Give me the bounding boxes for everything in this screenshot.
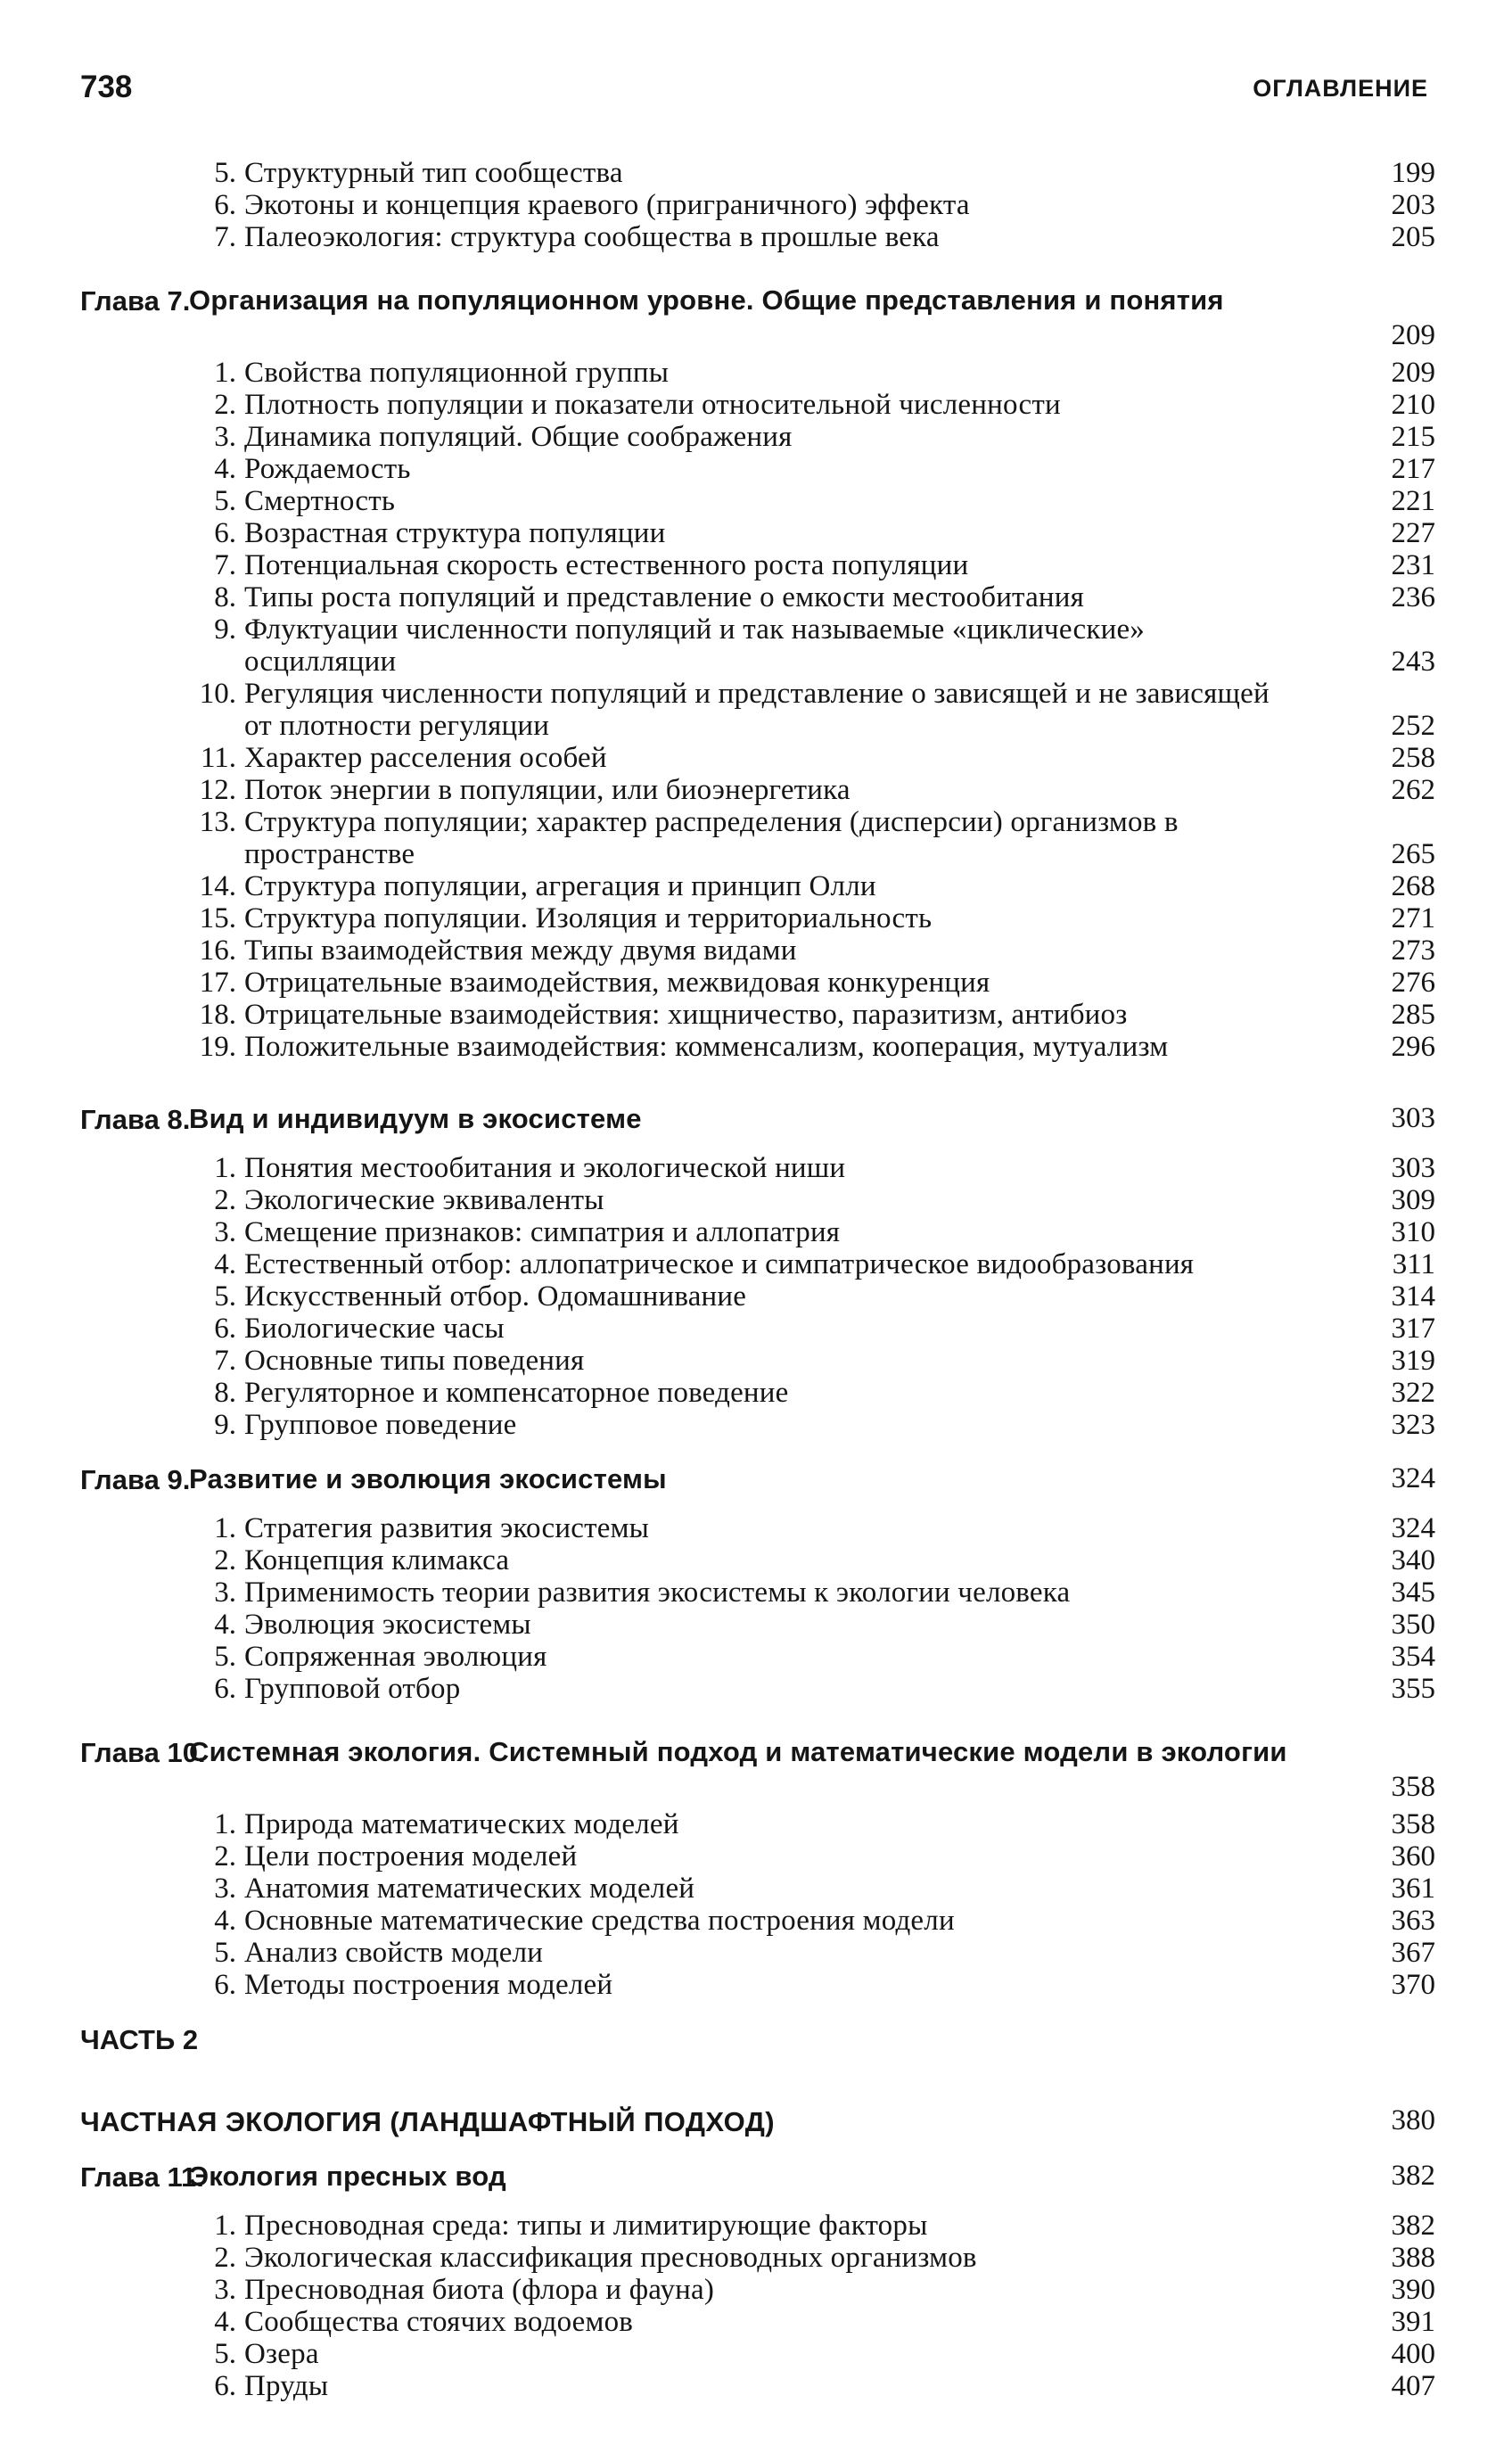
- running-head: ОГЛАВЛЕНИЕ: [1253, 75, 1428, 102]
- page-reference: 273: [1391, 934, 1435, 967]
- entry-number: 4.: [214, 2306, 236, 2338]
- entry-title: Биологические часы: [244, 1313, 505, 1345]
- toc-entry: [80, 2306, 1435, 2338]
- chapter-label: Глава 9.: [80, 1464, 191, 1495]
- page-reference: 215: [1391, 421, 1435, 453]
- entry-number: 19.: [199, 1031, 236, 1063]
- page-reference: 322: [1391, 1377, 1435, 1409]
- chapter-title: Организация на популяционном уровне. Общие представления и понятия: [189, 284, 1224, 316]
- entry-title: Флуктуации численности популяций и так называемые «циклические» осцилляции: [244, 613, 1146, 678]
- toc-entry: [80, 1313, 1435, 1345]
- page-reference: 319: [1391, 1345, 1435, 1377]
- entry-title: Понятия местообитания и экологической ниши: [244, 1152, 846, 1184]
- toc-entry: [80, 1840, 1435, 1873]
- toc-entry: [80, 157, 1435, 189]
- entry-number: 7.: [214, 221, 236, 253]
- entry-title: Смещение признаков: симпатрия и аллопатрия: [244, 1216, 841, 1248]
- entry-number: 1.: [214, 1808, 236, 1840]
- toc-entry: [80, 1673, 1435, 1705]
- entry-number: 1.: [214, 1512, 236, 1544]
- toc-entry: [80, 2370, 1435, 2402]
- toc-entry: [80, 1969, 1435, 2001]
- toc-entry: [80, 1641, 1435, 1673]
- toc-entry: [80, 967, 1435, 999]
- toc-entry: [80, 1031, 1435, 1063]
- page-reference: 209: [1391, 357, 1435, 389]
- entry-title: Групповой отбор: [244, 1673, 461, 1705]
- page-reference: 317: [1391, 1313, 1435, 1345]
- page-reference: 380: [1391, 2104, 1435, 2136]
- page-reference: 358: [1391, 1771, 1435, 1803]
- toc-entry: [80, 999, 1435, 1031]
- toc-entry: [80, 742, 1435, 774]
- page-reference: 363: [1391, 1905, 1435, 1937]
- chapter-title: Вид и индивидуум в экосистеме: [189, 1103, 642, 1134]
- entry-number: 6.: [214, 1313, 236, 1345]
- entry-title: Методы построения моделей: [244, 1969, 613, 2001]
- page-reference: 303: [1391, 1102, 1435, 1134]
- page-reference: 407: [1391, 2370, 1435, 2402]
- page-reference: 205: [1391, 221, 1435, 253]
- chapter-label: Глава 8.: [80, 1104, 191, 1135]
- part-title: ЧАСТНАЯ ЭКОЛОГИЯ (ЛАНДШАФТНЫЙ ПОДХОД): [80, 2106, 775, 2137]
- toc-entry: [80, 549, 1435, 581]
- toc-entry: [80, 389, 1435, 421]
- entry-title: Эволюция экосистемы: [244, 1609, 531, 1641]
- page-reference: 276: [1391, 967, 1435, 999]
- part-label: ЧАСТЬ 2: [80, 2024, 199, 2055]
- entry-number: 3.: [214, 1216, 236, 1248]
- entry-number: 4.: [214, 1248, 236, 1280]
- toc-entry: [80, 517, 1435, 549]
- page-reference: 391: [1391, 2306, 1435, 2338]
- entry-number: 1.: [214, 357, 236, 389]
- entry-title: Экотоны и концепция краевого (приграничного) эффекта: [244, 189, 970, 221]
- entry-title: Отрицательные взаимодействия: хищничество, паразитизм, антибиоз: [244, 999, 1128, 1031]
- page-reference: 265: [1391, 838, 1435, 870]
- toc-entry: [80, 1248, 1435, 1280]
- entry-number: 9.: [214, 613, 236, 646]
- chapter-heading: [80, 1735, 1435, 1808]
- toc-entry: [80, 1409, 1435, 1441]
- table-of-contents: [80, 157, 1435, 2402]
- chapter-title: Экология пресных вод: [189, 2161, 506, 2192]
- chapter-heading: [80, 284, 1435, 357]
- toc-entry: [80, 1184, 1435, 1216]
- entry-title: Основные математические средства построения модели: [244, 1905, 955, 1937]
- toc-entry: [80, 1152, 1435, 1184]
- entry-number: 5.: [214, 1937, 236, 1969]
- page-reference: 209: [1391, 319, 1435, 351]
- chapter-title: Системная экология. Системный подход и математические модели в экологии: [189, 1736, 1287, 1767]
- toc-entry: [80, 421, 1435, 453]
- page-reference: 314: [1391, 1280, 1435, 1313]
- entry-title: Сопряженная эволюция: [244, 1641, 547, 1673]
- entry-number: 3.: [214, 1873, 236, 1905]
- toc-entry: [80, 1280, 1435, 1313]
- entry-title: Искусственный отбор. Одомашнивание: [244, 1280, 747, 1313]
- page-reference: 358: [1391, 1808, 1435, 1840]
- page-reference: 268: [1391, 870, 1435, 902]
- entry-number: 5.: [214, 1280, 236, 1313]
- page-reference: 221: [1391, 485, 1435, 517]
- page-reference: 210: [1391, 389, 1435, 421]
- chapter-label: Глава 7.: [80, 285, 191, 317]
- toc-entry: [80, 2274, 1435, 2306]
- entry-title: Цели построения моделей: [244, 1840, 578, 1873]
- entry-title: Типы взаимодействия между двумя видами: [244, 934, 797, 967]
- entry-title: Регуляция численности популяций и представление о зависящей и не зависящей от плотности регуляции: [244, 678, 1270, 742]
- entry-number: 6.: [214, 517, 236, 549]
- entry-title: Структура популяции. Изоляция и территориальность: [244, 902, 933, 934]
- page-reference: 309: [1391, 1184, 1435, 1216]
- page-reference: 243: [1391, 646, 1435, 678]
- toc-entry: [80, 189, 1435, 221]
- toc-entry: [80, 1808, 1435, 1840]
- toc-entry: [80, 1377, 1435, 1409]
- entry-title: Рождаемость: [244, 453, 411, 485]
- entry-number: 8.: [214, 1377, 236, 1409]
- page-reference: 310: [1391, 1216, 1435, 1248]
- toc-entry: [80, 581, 1435, 613]
- entry-number: 12.: [199, 774, 236, 806]
- entry-number: 6.: [214, 2370, 236, 2402]
- entry-number: 4.: [214, 1609, 236, 1641]
- entry-number: 16.: [199, 934, 236, 967]
- entry-title: Потенциальная скорость естественного роста популяции: [244, 549, 969, 581]
- toc-entry: [80, 357, 1435, 389]
- page-reference: 350: [1391, 1609, 1435, 1641]
- entry-title: Характер расселения особей: [244, 742, 607, 774]
- entry-number: 15.: [199, 902, 236, 934]
- chapter-label: Глава 10.: [80, 1737, 206, 1768]
- toc-entry: [80, 2242, 1435, 2274]
- entry-number: 4.: [214, 1905, 236, 1937]
- toc-entry: [80, 1937, 1435, 1969]
- entry-title: Возрастная структура популяции: [244, 517, 666, 549]
- chapter-heading: [80, 2160, 1435, 2199]
- entry-title: Пруды: [244, 2370, 329, 2402]
- entry-number: 3.: [214, 421, 236, 453]
- toc-entry: [80, 221, 1435, 253]
- entry-number: 11.: [200, 742, 236, 774]
- page-reference: 285: [1391, 999, 1435, 1031]
- page-reference: 340: [1391, 1544, 1435, 1576]
- toc-entry: [80, 1512, 1435, 1544]
- entry-title: Стратегия развития экосистемы: [244, 1512, 650, 1544]
- entry-number: 7.: [214, 1345, 236, 1377]
- entry-number: 4.: [214, 453, 236, 485]
- entry-number: 13.: [199, 806, 236, 838]
- page-reference: 252: [1391, 710, 1435, 742]
- entry-number: 1.: [214, 1152, 236, 1184]
- toc-entry: [80, 453, 1435, 485]
- toc-entry: [80, 774, 1435, 806]
- page-reference: 324: [1391, 1462, 1435, 1494]
- entry-title: Экологические эквиваленты: [244, 1184, 604, 1216]
- entry-title: Структурный тип сообщества: [244, 157, 623, 189]
- entry-number: 2.: [214, 1544, 236, 1576]
- page-reference: 227: [1391, 517, 1435, 549]
- entry-title: Анатомия математических моделей: [244, 1873, 695, 1905]
- entry-number: 10.: [199, 678, 236, 710]
- toc-entry: [80, 934, 1435, 967]
- page-reference: 382: [1391, 2160, 1435, 2192]
- page-reference: 203: [1391, 189, 1435, 221]
- entry-number: 8.: [214, 581, 236, 613]
- page-reference: 400: [1391, 2338, 1435, 2370]
- entry-number: 2.: [214, 389, 236, 421]
- entry-title: Структура популяции; характер распределения (дисперсии) организмов в пространстве: [244, 806, 1179, 870]
- page-reference: 258: [1391, 742, 1435, 774]
- entry-number: 5.: [214, 2338, 236, 2370]
- page-header: [80, 70, 1428, 114]
- entry-number: 5.: [214, 1641, 236, 1673]
- entry-title: Естественный отбор: аллопатрическое и симпатрическое видообразования: [244, 1248, 1195, 1280]
- entry-title: Динамика популяций. Общие соображения: [244, 421, 793, 453]
- toc-entry: [80, 1345, 1435, 1377]
- page-reference: 354: [1391, 1641, 1435, 1673]
- toc-entry: [80, 485, 1435, 517]
- toc-entry: [80, 870, 1435, 902]
- entry-title: Палеоэкология: структура сообщества в прошлые века: [244, 221, 940, 253]
- page-reference: 199: [1391, 157, 1435, 189]
- entry-number: 6.: [214, 189, 236, 221]
- entry-number: 7.: [214, 549, 236, 581]
- entry-title: Регуляторное и компенсаторное поведение: [244, 1377, 789, 1409]
- entry-title: Отрицательные взаимодействия, межвидовая конкуренция: [244, 967, 990, 999]
- entry-title: Применимость теории развития экосистемы к экологии человека: [244, 1576, 1071, 1609]
- entry-title: Поток энергии в популяции, или биоэнергетика: [244, 774, 850, 806]
- page-reference: 231: [1391, 549, 1435, 581]
- entry-number: 18.: [199, 999, 236, 1031]
- page-reference: 370: [1391, 1969, 1435, 2001]
- entry-number: 1.: [214, 2210, 236, 2242]
- toc-entry: [80, 1609, 1435, 1641]
- toc-entry: [80, 2338, 1435, 2370]
- entry-title: Сообщества стоячих водоемов: [244, 2306, 634, 2338]
- entry-title: Плотность популяции и показатели относительной численности: [244, 389, 1061, 421]
- toc-entry: [80, 613, 1435, 678]
- entry-title: Смертность: [244, 485, 396, 517]
- entry-title: Концепция климакса: [244, 1544, 510, 1576]
- entry-title: Типы роста популяций и представление о емкости местообитания: [244, 581, 1085, 613]
- chapter-label: Глава 11.: [80, 2161, 204, 2193]
- entry-title: Основные типы поведения: [244, 1345, 585, 1377]
- page-reference: 323: [1391, 1409, 1435, 1441]
- page-reference: 345: [1391, 1576, 1435, 1609]
- entry-number: 2.: [214, 2242, 236, 2274]
- entry-number: 3.: [214, 1576, 236, 1609]
- entry-title: Экологическая классификация пресноводных организмов: [244, 2242, 977, 2274]
- entry-number: 5.: [214, 485, 236, 517]
- part-heading: [80, 2104, 1435, 2149]
- page-reference: 262: [1391, 774, 1435, 806]
- toc-entry: [80, 678, 1435, 742]
- page-reference: 367: [1391, 1937, 1435, 1969]
- entry-number: 6.: [214, 1969, 236, 2001]
- entry-number: 17.: [199, 967, 236, 999]
- chapter-title: Развитие и эволюция экосистемы: [189, 1463, 667, 1494]
- entry-number: 9.: [214, 1409, 236, 1441]
- page-reference: 311: [1392, 1248, 1435, 1280]
- entry-number: 5.: [214, 157, 236, 189]
- page-reference: 303: [1391, 1152, 1435, 1184]
- toc-entry: [80, 2210, 1435, 2242]
- page-reference: 217: [1391, 453, 1435, 485]
- entry-title: Пресноводная биота (флора и фауна): [244, 2274, 715, 2306]
- page-reference: 360: [1391, 1840, 1435, 1873]
- entry-title: Структура популяции, агрегация и принцип Олли: [244, 870, 876, 902]
- entry-title: Групповое поведение: [244, 1409, 517, 1441]
- chapter-heading: [80, 1102, 1435, 1141]
- entry-number: 2.: [214, 1840, 236, 1873]
- page-reference: 236: [1391, 581, 1435, 613]
- page-reference: 382: [1391, 2210, 1435, 2242]
- page-reference: 296: [1391, 1031, 1435, 1063]
- toc-entry: [80, 1873, 1435, 1905]
- entry-number: 3.: [214, 2274, 236, 2306]
- entry-number: 14.: [199, 870, 236, 902]
- page-reference: 324: [1391, 1512, 1435, 1544]
- toc-entry: [80, 1544, 1435, 1576]
- entry-title: Анализ свойств модели: [244, 1937, 544, 1969]
- entry-number: 6.: [214, 1673, 236, 1705]
- entry-title: Положительные взаимодействия: комменсализм, кооперация, мутуализм: [244, 1031, 1169, 1063]
- toc-entry: [80, 902, 1435, 934]
- entry-title: Свойства популяционной группы: [244, 357, 670, 389]
- page-reference: 361: [1391, 1873, 1435, 1905]
- toc-entry: [80, 1905, 1435, 1937]
- page-reference: 355: [1391, 1673, 1435, 1705]
- entry-title: Пресноводная среда: типы и лимитирующие факторы: [244, 2210, 928, 2242]
- entry-title: Природа математических моделей: [244, 1808, 679, 1840]
- toc-entry: [80, 1216, 1435, 1248]
- page-reference: 388: [1391, 2242, 1435, 2274]
- page-reference: 390: [1391, 2274, 1435, 2306]
- page-reference: 271: [1391, 902, 1435, 934]
- toc-entry: [80, 1576, 1435, 1609]
- toc-entry: [80, 806, 1435, 870]
- chapter-heading: [80, 1462, 1435, 1502]
- entry-title: Озера: [244, 2338, 319, 2370]
- page-number: 738: [80, 70, 133, 104]
- entry-number: 2.: [214, 1184, 236, 1216]
